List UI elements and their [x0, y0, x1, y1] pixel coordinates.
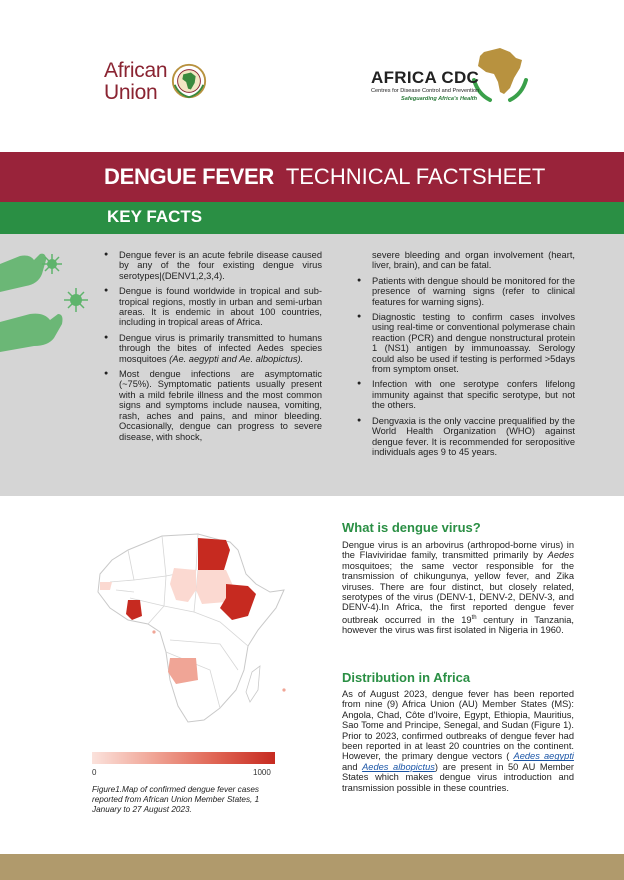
african-union-logo-text [104, 60, 167, 104]
distribution-paragraph: As of August 2023, dengue fever has been reported from nine (9) Africa Union (AU) Member States (MS): Angola, Chad, Côte d'Ivoire, Egypt, Ethiopia, Mauritius, Sao Tome and Principe, Senegal, and Sudan (Figure 1). Prior to 2023, confirmed outbreaks of dengue fever had been reported in at least 20 countries on the continent. However, the primary dengue vectors ( Aedes aegypti and Aedes albopictus) are present in 50 AU Member States which makes dengue virus introduction and transmission possible in these countries. [342, 689, 574, 793]
african-union-emblem-icon [170, 62, 208, 100]
page-title [104, 164, 545, 190]
list-item: ● Dengvaxia is the only vaccine prequalified by the World Health Organization (WHO) against dengue fever. It is recommended for seropositive individuals ages 9 to 45 years. [372, 416, 575, 458]
list-item: ● Dengue is found worldwide in tropical and sub-tropical regions, mostly in urban and semi-urban areas. It is endemic in about 100 countries, including in tropical areas of Africa. [119, 286, 322, 328]
au-logo-line1: African [104, 59, 168, 82]
what-is-heading: What is dengue virus? [342, 520, 481, 535]
map-region-sao-tome [152, 630, 155, 633]
map-legend-min: 0 [92, 768, 97, 777]
map-legend-max: 1000 [253, 768, 271, 777]
list-item-continuation: severe bleeding and organ involvement (heart, liver, brain), and can be fatal. [372, 250, 575, 271]
africa-landmass [98, 534, 284, 722]
list-item: ● Infection with one serotype confers lifelong immunity against that specific serotype, but not the others. [372, 379, 575, 410]
map-legend-gradient [92, 752, 275, 764]
figure-caption: Figure1.Map of confirmed dengue fever cases reported from African Union Member States, 1 January to 27 August 2023. [92, 785, 260, 814]
list-item: ● Most dengue infections are asymptomatic (~75%). Symptomatic patients usually present with a mild febrile illness and the most common signs and symptoms include nausea, vomiting, rash, aches and pains, and minor bleeding. Occasionally, dengue can progress to severe disease, with shock, [119, 369, 322, 442]
virus-decoration-icon [0, 234, 110, 354]
list-item: ● Dengue virus is primarily transmitted to humans through the bites of infected Aedes species mosquitoes (Ae. aegypti and Ae. albopictus). [119, 333, 322, 364]
africa-dengue-map [70, 520, 310, 745]
au-logo-line2: Union [104, 81, 158, 104]
key-facts-banner [0, 202, 624, 234]
distribution-heading: Distribution in Africa [342, 670, 471, 685]
list-item: ● Dengue fever is an acute febrile disease caused by any of the four existing dengue virus serotypes|(DENV1,2,3,4). [119, 250, 322, 281]
aedes-aegypti-link[interactable]: Aedes aegypti [513, 751, 574, 762]
page-title-bold: DENGUE FEVER [104, 164, 274, 189]
map-region-madagascar [246, 666, 260, 702]
list-item: ● Diagnostic testing to confirm cases involves using real-time or conventional polymerase chain reaction (PCR) and dengue nonstructural protein 1 (NS1) antigen by immunoassay. Serology could also be used if testing is performed >5days from symptom onset. [372, 312, 575, 374]
key-facts-left-list [119, 250, 322, 447]
africa-cdc-subtitle: Centres for Disease Control and Prevention [371, 88, 480, 94]
what-is-paragraph: Dengue virus is an arbovirus (arthropod-borne virus) in the Flaviviridae family, transmitted primarily by Aedes mosquitoes; the same vector responsible for the transmission of chikungunya, yellow fever, and Zika viruses. There are four distinct, but closely related, serotypes of the virus (DENV-1, DENV-2, DENV-3, and DENV-4).In Africa, the first reported dengue fever outbreak occurred in the 19th century in Tanzania, however the virus was first isolated in Nigeria in 1960. [342, 540, 574, 636]
key-facts-right-list [372, 250, 575, 462]
map-region-senegal [100, 582, 112, 590]
list-item: ● Patients with dengue should be monitored for the presence of warning signs (refer to clinical features for warning signs). [372, 276, 575, 307]
map-region-egypt [198, 538, 230, 570]
footer-band [0, 854, 624, 880]
key-facts-heading: KEY FACTS [107, 207, 203, 226]
africa-cdc-title: AFRICA CDC [371, 68, 480, 87]
page-title-rest: TECHNICAL FACTSHEET [285, 164, 546, 189]
aedes-albopictus-link[interactable]: Aedes albopictus [362, 761, 435, 772]
map-region-mauritius [282, 688, 285, 691]
africa-cdc-tagline: Safeguarding Africa's Health [401, 96, 478, 102]
